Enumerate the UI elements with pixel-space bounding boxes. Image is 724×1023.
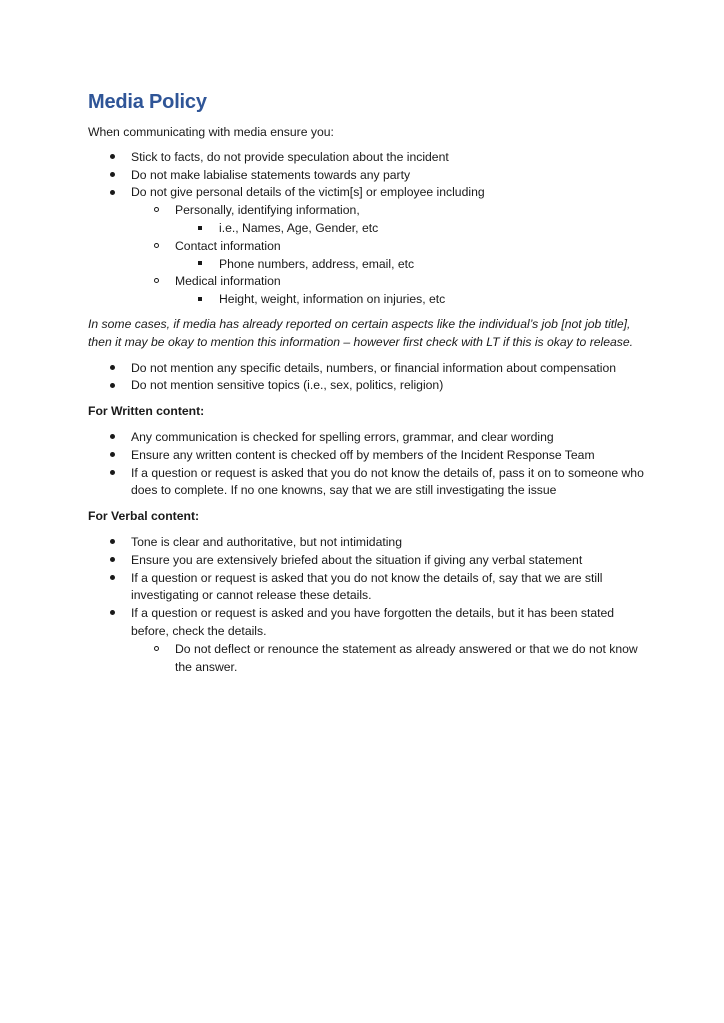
list-item: Do not make labialise statements towards any party xyxy=(88,167,648,185)
list-item: Phone numbers, address, email, etc xyxy=(175,256,648,274)
verbal-content-list xyxy=(88,534,648,676)
bullet-icon xyxy=(102,534,122,552)
list-item: Ensure any written content is checked off by members of the Incident Response Team xyxy=(88,447,648,465)
page-title: Media Policy xyxy=(88,91,207,113)
bullet-icon xyxy=(102,149,122,167)
bullet-icon xyxy=(102,465,122,483)
list-item: If a question or request is asked that you do not know the details of, pass it on to someone who does to complete. If no one knowns, say that we are still investigating the issue xyxy=(88,465,648,501)
list-item: Personally, identifying information, i.e., Names, Age, Gender, etc xyxy=(131,202,648,238)
list-item: Stick to facts, do not provide speculation about the incident xyxy=(88,149,648,167)
bullet-icon xyxy=(102,552,122,570)
circle-bullet-icon xyxy=(146,641,166,659)
list-item: i.e., Names, Age, Gender, etc xyxy=(175,220,648,238)
list-item: Do not mention any specific details, numbers, or financial information about compensation xyxy=(88,360,648,378)
list-item: Any communication is checked for spelling errors, grammar, and clear wording xyxy=(88,429,648,447)
bullet-icon xyxy=(102,429,122,447)
bullet-icon xyxy=(102,377,122,395)
bullet-icon xyxy=(102,447,122,465)
list-item: Do not mention sensitive topics (i.e., sex, politics, religion) xyxy=(88,377,648,395)
list-item: If a question or request is asked and you have forgotten the details, but it has been stated before, check the details. Do not deflect or renounce the statement as already answered or that we do not know the answer. xyxy=(88,605,648,676)
verbal-content-heading: For Verbal content: xyxy=(88,509,200,524)
bullet-icon xyxy=(102,570,122,588)
intro-text: When communicating with media ensure you: xyxy=(88,125,334,139)
list-item: Height, weight, information on injuries, etc xyxy=(175,291,648,309)
written-content-heading: For Written content: xyxy=(88,404,205,419)
media-rules-list xyxy=(88,149,648,309)
personal-details-list xyxy=(131,202,648,309)
list-item: Do not give personal details of the victim[s] or employee including Personally, identifying information, i.e., Names, Age, Gender, etc Contact information Phone numbers, address, email, etc Medical information Height, weight, information on injuries, etc xyxy=(88,184,648,309)
list-item: Contact information Phone numbers, address, email, etc xyxy=(131,238,648,274)
square-bullet-icon xyxy=(190,256,210,274)
sensitive-rules-list xyxy=(88,360,648,396)
list-item: If a question or request is asked that you do not know the details of, say that we are still investigating or cannot release these details. xyxy=(88,570,648,606)
circle-bullet-icon xyxy=(146,202,166,220)
circle-bullet-icon xyxy=(146,273,166,291)
list-item: Ensure you are extensively briefed about the situation if giving any verbal statement xyxy=(88,552,648,570)
note-paragraph: In some cases, if media has already reported on certain aspects like the individual’s job [not job title], then it may be okay to mention this information – however first check with LT if this is okay to release. xyxy=(88,316,634,349)
square-bullet-icon xyxy=(190,220,210,238)
bullet-icon xyxy=(102,360,122,378)
bullet-icon xyxy=(102,167,122,185)
square-bullet-icon xyxy=(190,291,210,309)
document-page xyxy=(88,88,648,676)
circle-bullet-icon xyxy=(146,238,166,256)
list-item: Medical information Height, weight, information on injuries, etc xyxy=(131,273,648,309)
list-item: Tone is clear and authoritative, but not intimidating xyxy=(88,534,648,552)
bullet-icon xyxy=(102,184,122,202)
bullet-icon xyxy=(102,605,122,623)
written-content-list xyxy=(88,429,648,500)
list-item: Do not deflect or renounce the statement as already answered or that we do not know the answer. xyxy=(131,641,648,677)
